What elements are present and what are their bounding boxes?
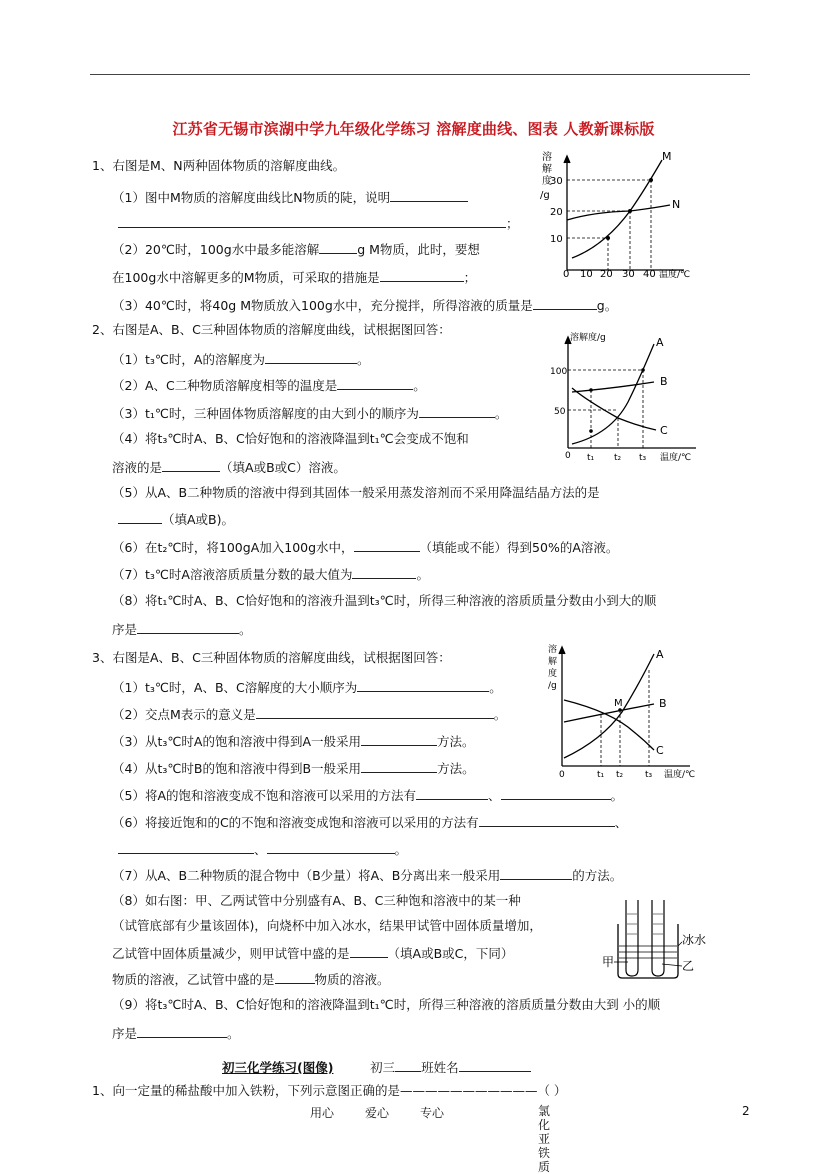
q3-ylabel-3: 度 [548,669,558,679]
q2-blank8[interactable] [137,620,239,634]
q2-part6: （6）在t₂℃时，将100gA加入100g水中， （填能或不能）得到50%的A溶液。 [112,540,619,555]
q2-ytick-50: 50 [554,407,566,417]
q1-blank2[interactable] [319,240,357,254]
q3-part2: （2）交点M表示的意义是 。 [112,707,507,722]
q3-part6-line2: 、 。 [118,840,407,858]
jia-label: 甲 [602,955,615,969]
q2-xtick-t2: t₂ [614,453,622,462]
q2-blank2[interactable] [337,376,413,390]
section2-title: 初三化学练习(图像) [222,1060,334,1075]
q1-ylabel-4: /g [540,190,550,201]
q2-blank3[interactable] [419,404,495,418]
q2-ylabel: 溶解度/g [570,333,606,343]
tube-liquid-lines [627,914,663,934]
ice-water-label: 冰水 [682,933,707,947]
q3-xtick-t2: t₂ [616,770,624,780]
q1-stem: 1、右图是M、N两种固体物质的溶解度曲线。 [92,158,346,173]
q3-stem: 3、右图是A、B、C三种固体物质的溶解度曲线，试根据图回答： [92,650,451,665]
yi-label: 乙 [682,959,695,973]
q3-part6: （6）将接近饱和的C的不饱和溶液变成饱和溶液可以采用的方法有 、 [112,815,628,830]
q2-curve-A [572,344,654,444]
q1-ylabel-1: 溶 [542,152,552,163]
q1-blank4[interactable] [533,296,597,310]
q2-part5: （5）从A、B二种物质的溶液中得到其固体一般采用蒸发溶剂而不采用降温结晶方法的是 [112,485,600,500]
q1-ytick-30: 30 [550,176,563,187]
q2-part8: （8）将t₁℃时A、B、C恰好饱和的溶液升温到t₃℃时，所得三种溶液的溶质质量分数由小到大的顺 [112,593,657,608]
q3-part3: （3）从t₃℃时A的饱和溶液中得到A一般采用 方法。 [112,734,475,749]
q2-blank6[interactable] [354,538,420,552]
page-number: 2 [742,1104,750,1118]
test-tube-yi-icon [652,900,664,976]
q1-xtick-30: 30 [622,269,635,280]
q3-part7: （7）从A、B二种物质的混合物中（B少量）将A、B分离出来一般采用 的方法。 [112,868,623,883]
q1-blank1b[interactable] [118,214,506,228]
q1-solubility-chart [534,146,704,280]
q2-part8-line2: 序是 。 [112,622,252,637]
q3-part8-line4: 物质的溶液，乙试管中盛的是 物质的溶液。 [112,972,390,987]
q3-blank6b[interactable] [118,840,254,854]
q2-label-A: A [656,336,664,349]
q3-xtick-0: 0 [559,770,565,780]
q1-point-40 [649,178,653,182]
q1-xtick-20: 20 [600,269,613,280]
q1-xlabel: 温度/℃ [659,270,691,280]
q3-blank9[interactable] [137,1024,227,1038]
q2-ytick-100: 100 [550,367,568,377]
q2-point-1 [589,388,593,392]
q3-blank6[interactable] [479,813,615,827]
q1-ytick-10: 10 [550,234,563,245]
q2-part5-line2: （填A或B)。 [118,510,234,528]
q1-xtick-40: 40 [643,269,656,280]
q1-part1: （1）图中M物质的溶解度曲线比N物质的陡，说明 [112,188,468,206]
q2-xtick-0: 0 [565,451,571,461]
q1-part2: （2）20℃时，100g水中最多能溶解 g M物质，此时，要想 [112,242,480,257]
q1-part3: （3）40℃时，将40g M物质放入100g水中，充分搅拌，所得溶液的质量是 g。 [112,298,618,313]
q3-blank8[interactable] [350,944,388,958]
class-blank[interactable] [395,1058,421,1072]
footer-vertical-text: 氯化亚铁质 [538,1104,551,1174]
q3-label-B: B [659,697,667,710]
q3-part8: （8）如右图：甲、乙两试管中分别盛有A、B、C三种饱和溶液中的某一种 [112,893,521,908]
q2-blank1[interactable] [265,350,357,364]
q2-blank7[interactable] [352,565,416,579]
q2-point-2 [589,429,593,433]
q2-dashed-guides [568,370,643,448]
q3-ylabel-4: /g [548,681,557,691]
q3-blank4[interactable] [361,759,437,773]
beaker-diagram [598,894,728,986]
q2-xtick-t3: t₃ [639,453,647,462]
q2-solubility-chart [546,330,706,462]
section2-q1: 1、向一定量的稀盐酸中加入铁粉，下列示意图正确的是———————————（ ） [92,1083,567,1098]
q3-blank8b[interactable] [275,970,315,984]
q3-blank5b[interactable] [501,786,611,800]
q2-blank4[interactable] [162,458,220,472]
q3-label-A: A [656,648,664,661]
q3-blank5[interactable] [416,786,488,800]
q2-part1: （1）t₃℃时，A的溶解度为 。 [112,352,370,367]
q2-part4-line2: 溶液的是 （填A或B或C）溶液。 [112,460,346,475]
q2-axes [565,337,696,448]
q3-blank2[interactable] [256,705,494,719]
footer-word-1: 用心 [310,1106,335,1120]
q3-part8-line2: （试管底部有少量该固体)，向烧杯中加入冰水，结果甲试管中固体质量增加， [112,918,542,933]
q1-ylabel-3: 度 [542,176,552,187]
q3-part4: （4）从t₃℃时B的饱和溶液中得到B一般采用 方法。 [112,761,475,776]
header-rule [90,74,750,75]
page-title: 江苏省无锡市滨湖中学九年级化学练习 溶解度曲线、图表 人教新课标版 [172,120,655,138]
q2-xtick-t1: t₁ [587,453,595,462]
q1-point-30 [628,209,632,213]
q1-part2-line2: 在100g水中溶解更多的M物质，可采取的措施是 ； [112,270,477,285]
q1-blank3[interactable] [380,268,464,282]
q2-part3: （3）t₁℃时，三种固体物质溶解度的由大到小的顺序为 。 [112,406,508,421]
q3-blank6c[interactable] [267,840,395,854]
q3-part9-line2: 序是 。 [112,1026,240,1041]
q3-label-C: C [656,744,664,757]
q1-label-M: M [662,150,672,163]
q2-part7: （7）t₃℃时A溶液溶质质量分数的最大值为 。 [112,567,429,582]
q1-blank1[interactable] [390,188,468,202]
q1-part1-line2: ； [118,214,519,232]
q2-stem: 2、右图是A、B、C三种固体物质的溶解度曲线，试根据图回答： [92,322,451,337]
q2-part4: （4）将t₃℃时A、B、C恰好饱和的溶液降温到t₁℃会变成不饱和 [112,431,469,446]
q3-ylabel-2: 解 [548,657,558,667]
q3-part5: （5）将A的饱和溶液变成不饱和溶液可以采用的方法有 、 。 [112,788,624,803]
footer-word-3: 专心 [420,1106,445,1120]
q3-label-M: M [614,698,623,709]
q2-xlabel: 温度/℃ [660,453,692,462]
q2-label-C: C [660,424,668,437]
q3-part9: （9）将t₃℃时A、B、C恰好饱和的溶液降温到t₁℃时，所得三种溶液的溶质质量分数由大到 小的顺 [112,997,661,1012]
q3-blank1[interactable] [357,678,489,692]
q3-dashed-guides [601,670,649,766]
q3-blank3[interactable] [361,732,437,746]
q1-ytick-20: 20 [550,207,563,218]
q2-curve-C [572,388,656,430]
q2-point-3 [641,368,645,372]
q3-curve-C [564,700,654,750]
ice-water-lines [619,946,677,958]
q3-ylabel-1: 溶 [548,645,558,655]
q3-solubility-chart [542,640,702,780]
beaker-icon [618,924,678,978]
q3-part1: （1）t₃℃时，A、B、C溶解度的大小顺序为 。 [112,680,502,695]
q2-label-B: B [660,375,668,388]
q3-part8-line3: 乙试管中固体质量减少，则甲试管中盛的是 （填A或B或C，下同） [112,946,514,961]
q1-xtick-0: 0 [563,269,570,280]
q1-label-N: N [672,198,681,211]
q3-xlabel: 温度/℃ [664,770,696,780]
footer-word-2: 爱心 [365,1106,390,1120]
q2-blank5[interactable] [118,510,162,524]
section2-header: 初三化学练习(图像) 初三 班姓名 [222,1058,531,1076]
q1-xtick-10: 10 [580,269,593,280]
test-tube-jia-icon [626,900,638,976]
q3-xtick-t1: t₁ [597,770,605,780]
q1-curve-N [567,205,670,220]
q2-part2: （2）A、C二种物质溶解度相等的温度是 。 [112,378,426,393]
q3-blank7[interactable] [500,866,572,880]
q1-point-20 [606,236,610,240]
q1-ylabel-2: 解 [542,164,552,175]
q3-curve-B [564,704,654,722]
name-blank[interactable] [459,1058,531,1072]
q2-curve-B [572,382,654,392]
q3-axes [559,647,690,766]
q1-dashed-guides [567,180,651,270]
q3-xtick-t3: t₃ [645,770,653,780]
